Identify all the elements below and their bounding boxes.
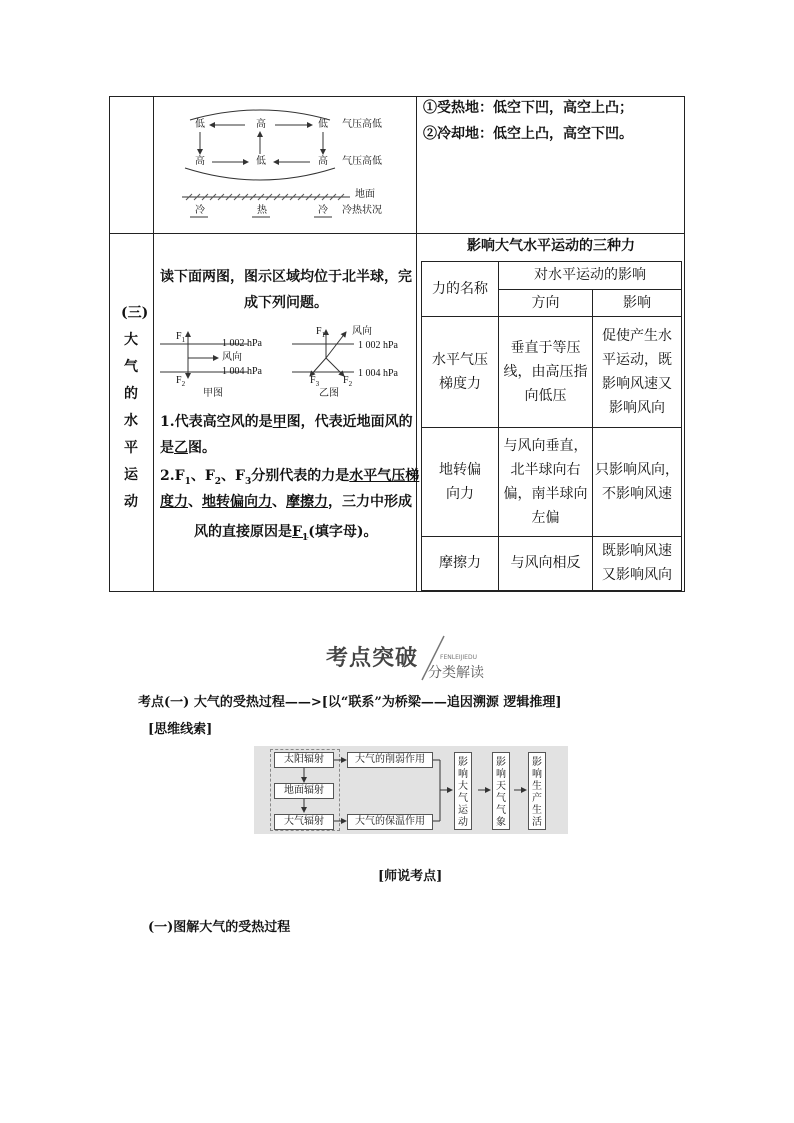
ground-label: 地面 <box>355 189 375 200</box>
fig-b-f2-letter: F <box>343 375 349 386</box>
ft-r3-influence <box>593 536 681 590</box>
top-high: 高 <box>256 119 266 130</box>
answer-2-text-g: 、 <box>188 494 202 510</box>
flow-weaken: 大气的削弱作用 <box>347 752 433 768</box>
fig-a-caption: 甲图 <box>203 388 223 399</box>
fig-b-f3 <box>310 375 319 390</box>
ft-r2-name-1: 向力 <box>446 485 474 502</box>
top-low-right: 低 <box>318 119 328 130</box>
fig-a-f2 <box>176 375 185 390</box>
note-heating: ①受热地：低空下凹，高空上凸； <box>423 100 633 116</box>
question-line1: 读下面两图，图示区域均位于北半球，完 <box>160 269 412 285</box>
side-label-2: 气 <box>124 359 138 375</box>
answer-2-sub3: 3 <box>245 476 252 487</box>
answer-2-line2 <box>160 489 412 515</box>
answer-2-text-b: 、F <box>190 468 215 484</box>
sub-title: (一)图解大气的受热过程 <box>148 920 291 935</box>
answer-2-text-a: 2.F <box>160 468 185 484</box>
flow-warm: 大气的保温作用 <box>347 814 433 830</box>
answer-1-line1 <box>160 409 413 435</box>
banner-pinyin: FENLEIJIEDU <box>440 654 477 661</box>
top-low-left: 低 <box>195 119 205 130</box>
ft-r3-direction: 与风向相反 <box>510 555 581 571</box>
fig-b-wind: 风向 <box>352 326 372 337</box>
answer-2-line3 <box>194 519 377 551</box>
ft-line-bottom <box>421 590 682 591</box>
question-line2: 成下列问题。 <box>244 295 328 311</box>
answer-1-text-d: 是 <box>160 440 174 456</box>
answer-1-fill-a: 甲 <box>272 414 287 430</box>
flow-v3: 影响生产生活 <box>528 752 546 830</box>
answer-1-text-c: 图，代表近地面风的 <box>286 414 413 430</box>
banner-main: 考点突破 <box>326 646 419 671</box>
fig-a-f2-sub: 2 <box>181 380 186 388</box>
fig-a-wind: 风向 <box>222 352 242 363</box>
ft-r2-name-0: 地转偏 <box>439 461 481 478</box>
ft-header-effect: 对水平运动的影响 <box>534 267 646 283</box>
table-col-divider-2 <box>416 96 417 592</box>
forces-table-title: 影响大气水平运动的三种力 <box>467 238 635 254</box>
fig-b-f3-sub: 3 <box>315 380 320 388</box>
ft-r2-name <box>422 427 498 536</box>
answer-2-fill-m-letter: F <box>292 524 302 540</box>
fig-b-p2: 1 004 hPa <box>358 368 398 379</box>
side-label-1: 大 <box>124 332 138 348</box>
fig-b-p1: 1 002 hPa <box>358 340 398 351</box>
banner-sub: 分类解读 <box>428 665 484 681</box>
fig-a-f1 <box>176 331 185 346</box>
ft-r1-name-1: 梯度力 <box>439 375 481 392</box>
answer-1-line2 <box>160 435 216 461</box>
ft-r1-dir-1: 线，由高压指 <box>503 363 588 380</box>
ft-r2-dir-2: 偏，南半球向 <box>503 485 588 502</box>
ft-r2-direction <box>499 427 592 536</box>
answer-2-text-i: 、 <box>272 494 286 510</box>
fig-a-p2: 1 004 hPa <box>222 366 262 377</box>
answer-2-text-n: (填字母)。 <box>308 524 378 540</box>
fig-a-f1-sub: 1 <box>181 336 186 344</box>
ft-r1-name <box>422 316 498 427</box>
ft-header-name: 力的名称 <box>432 280 488 297</box>
thinking-label: [思维线索] <box>148 722 213 737</box>
mid-high-right: 高 <box>318 156 328 167</box>
fig-b-f1-letter: F <box>316 326 322 337</box>
answer-2-fill-h: 地转偏向力 <box>202 494 272 510</box>
fig-b-f3-letter: F <box>310 375 316 386</box>
flow-v1: 影响大气运动 <box>454 752 472 830</box>
ft-r1-dir-2: 向低压 <box>524 387 567 404</box>
hot: 热 <box>257 205 267 216</box>
ft-r1-dir-0: 垂直于等压 <box>510 339 581 356</box>
answer-2-fill-m <box>292 524 309 543</box>
fig-a-f2-letter: F <box>176 375 182 386</box>
ft-r2-influence <box>593 427 681 536</box>
flow-atmo: 大气辐射 <box>274 814 334 830</box>
cold-left: 冷 <box>195 205 205 216</box>
teacher-label: [师说考点] <box>378 869 443 884</box>
answer-2-sub1: 1 <box>184 476 191 487</box>
mid-low: 低 <box>256 156 266 167</box>
answer-2-text-d: 分别代表的力是 <box>251 468 350 484</box>
ft-r3-inf-1: 又影响风向 <box>602 567 672 583</box>
answer-2-sub2: 2 <box>214 476 222 487</box>
mid-label: 气压高低 <box>342 156 382 167</box>
kaodian-title: 考点(一) 大气的受热过程——>[以“联系”为桥梁——追因溯源 逻辑推理] <box>138 695 562 710</box>
side-label-5: 平 <box>124 440 138 456</box>
ft-header-influence: 影响 <box>623 294 651 311</box>
temp-label: 冷热状况 <box>342 205 382 216</box>
ft-r1-inf-1: 平运动，既 <box>602 351 672 368</box>
ft-r2-dir-1: 北半球向右 <box>510 461 581 478</box>
ft-r2-inf-1: 不影响风速 <box>602 485 672 502</box>
side-label-3: 的 <box>124 386 138 402</box>
answer-1-text-a: 1.代表高空风的是 <box>160 414 273 430</box>
answer-2-fill-e: 水平气压梯 <box>349 468 420 484</box>
ft-r2-dir-0: 与风向垂直， <box>503 437 588 454</box>
table-col-divider-1 <box>153 96 154 592</box>
flow-ground: 地面辐射 <box>274 783 334 799</box>
cold-right: 冷 <box>318 205 328 216</box>
ft-r2-inf-0: 只影响风向， <box>595 461 679 478</box>
fig-a-f1-letter: F <box>176 331 182 342</box>
fig-b-f1 <box>316 326 325 341</box>
fig-a-p1: 1 002 hPa <box>222 338 262 349</box>
side-label-7: 动 <box>124 494 138 510</box>
ft-r1-inf-0: 促使产生水 <box>602 327 672 344</box>
flow-v2: 影响天气气象 <box>492 752 510 830</box>
answer-2-fill-j: 摩擦力 <box>286 494 328 510</box>
fig-b-f2 <box>343 375 352 390</box>
answer-2-text-l: 风的直接原因是 <box>194 524 292 540</box>
flow-solar: 太阳辐射 <box>274 752 334 768</box>
ft-r1-influence <box>593 316 681 427</box>
ft-r3-inf-0: 既影响风速 <box>602 543 672 559</box>
side-label-0: (三) <box>121 305 149 321</box>
answer-2-fill-f: 度力 <box>160 494 188 510</box>
ft-r1-direction <box>499 316 592 427</box>
side-label <box>121 300 149 516</box>
top-label: 气压高低 <box>342 119 382 130</box>
answer-2-text-c: 、F <box>221 468 245 484</box>
fig-b-f1-sub: 1 <box>321 331 326 339</box>
note-cooling: ②冷却地：低空上凸，高空下凹。 <box>423 126 633 142</box>
ft-r1-inf-2: 影响风速又 <box>602 375 672 392</box>
fig-b-f2-sub: 2 <box>348 380 353 388</box>
side-label-4: 水 <box>124 413 138 429</box>
fig-b-caption: 乙图 <box>319 388 339 399</box>
ft-r3-name: 摩擦力 <box>439 555 481 571</box>
ft-header-direction: 方向 <box>531 294 560 311</box>
ft-r2-dir-3: 左偏 <box>531 509 560 526</box>
answer-1-text-f: 图。 <box>188 440 216 456</box>
ft-vline-3 <box>681 261 682 591</box>
mid-high-left: 高 <box>195 156 205 167</box>
answer-2-fill-m-sub: 1 <box>301 532 309 543</box>
answer-2-text-k: ，三力中形成 <box>328 494 412 510</box>
side-label-6: 运 <box>124 467 138 483</box>
answer-1-fill-b: 乙 <box>174 440 188 456</box>
ft-r1-name-0: 水平气压 <box>432 351 488 368</box>
ft-r1-inf-3: 影响风向 <box>609 399 665 416</box>
